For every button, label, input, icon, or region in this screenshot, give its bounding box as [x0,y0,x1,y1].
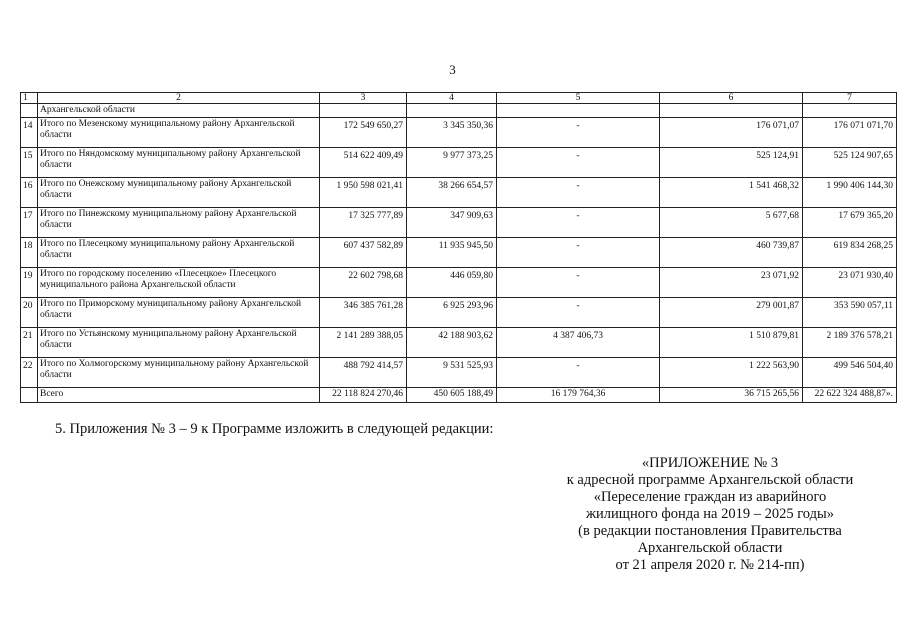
cell-col3: 607 437 582,89 [320,238,407,268]
column-header: 3 [320,93,407,104]
total-row [21,388,897,403]
cell-col5: - [497,148,660,178]
row-name: Итого по Няндомскому муниципальному району Архангельской области [38,148,320,178]
cell-col4: 6 925 293,96 [407,298,497,328]
appendix-line: жилищного фонда на 2019 – 2025 годы» [586,506,834,522]
table-cell [803,104,897,118]
cell-col6: 1 222 563,90 [660,358,803,388]
cell-col5: - [497,118,660,148]
total-col3: 22 118 824 270,46 [320,388,407,403]
column-header: 2 [38,93,320,104]
table-row [21,208,897,238]
row-name: Итого по Приморскому муниципальному району Архангельской области [38,298,320,328]
row-number: 22 [21,358,38,388]
appendix-line: от 21 апреля 2020 г. № 214-пп) [615,557,805,573]
continuation-row [21,104,897,118]
continuation-text: Архангельской области [38,104,320,118]
total-col4: 450 605 188,49 [407,388,497,403]
row-number: 18 [21,238,38,268]
table-row [21,178,897,208]
appendix-line: «ПРИЛОЖЕНИЕ № 3 [641,455,779,471]
cell-col7: 499 546 504,40 [803,358,897,388]
row-name: Итого по Устьянскому муниципальному району Архангельской области [38,328,320,358]
cell-col4: 38 266 654,57 [407,178,497,208]
table-cell [407,104,497,118]
cell-col4: 347 909,63 [407,208,497,238]
table-row [21,358,897,388]
cell-col4: 446 059,80 [407,268,497,298]
cell-col3: 22 602 798,68 [320,268,407,298]
row-name: Итого по Онежскому муниципальному району Архангельской области [38,178,320,208]
cell-col5: - [497,298,660,328]
cell-col5: - [497,358,660,388]
row-number: 17 [21,208,38,238]
cell-col6: 176 071,07 [660,118,803,148]
table-row [21,118,897,148]
budget-table [20,92,897,403]
cell-col6: 279 001,87 [660,298,803,328]
table-row [21,328,897,358]
page-number: 3 [449,62,456,77]
cell-col7: 353 590 057,11 [803,298,897,328]
cell-col5: 4 387 406,73 [497,328,660,358]
row-name: Итого по Мезенскому муниципальному району Архангельской области [38,118,320,148]
cell-col4: 11 935 945,50 [407,238,497,268]
total-col5: 16 179 764,36 [497,388,660,403]
appendix-line: Архангельской области [637,540,783,556]
cell-col4: 9 977 373,25 [407,148,497,178]
cell-col7: 23 071 930,40 [803,268,897,298]
cell-col5: - [497,238,660,268]
cell-col4: 9 531 525,93 [407,358,497,388]
row-number: 21 [21,328,38,358]
table-row [21,238,897,268]
cell-col5: - [497,268,660,298]
cell-col3: 346 385 761,28 [320,298,407,328]
cell-col7: 619 834 268,25 [803,238,897,268]
cell-col3: 1 950 598 021,41 [320,178,407,208]
cell-col5: - [497,178,660,208]
row-number: 19 [21,268,38,298]
cell-col3: 488 792 414,57 [320,358,407,388]
table-row [21,268,897,298]
amendment-paragraph: 5. Приложения № 3 – 9 к Программе изложить в следующей редакции: [55,421,494,437]
column-header: 4 [407,93,497,104]
column-header: 5 [497,93,660,104]
column-header: 1 [21,93,38,104]
cell-col7: 176 071 071,70 [803,118,897,148]
table-header-row [21,93,897,104]
cell-col4: 3 345 350,36 [407,118,497,148]
cell-col7: 525 124 907,65 [803,148,897,178]
cell-col3: 172 549 650,27 [320,118,407,148]
row-name: Итого по городскому поселению «Плесецкое» Плесецкого муниципального района Архангельской области [38,268,320,298]
table-row [21,148,897,178]
table-cell [21,104,38,118]
cell-col7: 17 679 365,20 [803,208,897,238]
total-col6: 36 715 265,56 [660,388,803,403]
cell-col6: 23 071,92 [660,268,803,298]
appendix-line: к адресной программе Архангельской области [566,472,854,488]
total-label: Всего [38,388,320,403]
row-number: 16 [21,178,38,208]
appendix-heading [545,455,875,574]
cell-col3: 514 622 409,49 [320,148,407,178]
row-name: Итого по Пинежскому муниципальному району Архангельской области [38,208,320,238]
row-name: Итого по Холмогорскому муниципальному району Архангельской области [38,358,320,388]
table-cell [21,388,38,403]
row-number: 15 [21,148,38,178]
cell-col4: 42 188 903,62 [407,328,497,358]
cell-col7: 2 189 376 578,21 [803,328,897,358]
cell-col6: 525 124,91 [660,148,803,178]
row-number: 14 [21,118,38,148]
column-header: 7 [803,93,897,104]
cell-col7: 1 990 406 144,30 [803,178,897,208]
row-name: Итого по Плесецкому муниципальному району Архангельской области [38,238,320,268]
cell-col6: 1 510 879,81 [660,328,803,358]
cell-col6: 460 739,87 [660,238,803,268]
row-number: 20 [21,298,38,328]
cell-col6: 5 677,68 [660,208,803,238]
total-col7: 22 622 324 488,87». [803,388,897,403]
cell-col5: - [497,208,660,238]
cell-col3: 2 141 289 388,05 [320,328,407,358]
appendix-line: (в редакции постановления Правительства [578,523,842,539]
cell-col3: 17 325 777,89 [320,208,407,238]
table-row [21,298,897,328]
table-cell [497,104,660,118]
column-header: 6 [660,93,803,104]
table-cell [320,104,407,118]
table-cell [660,104,803,118]
cell-col6: 1 541 468,32 [660,178,803,208]
appendix-line: «Переселение граждан из аварийного [593,489,827,505]
